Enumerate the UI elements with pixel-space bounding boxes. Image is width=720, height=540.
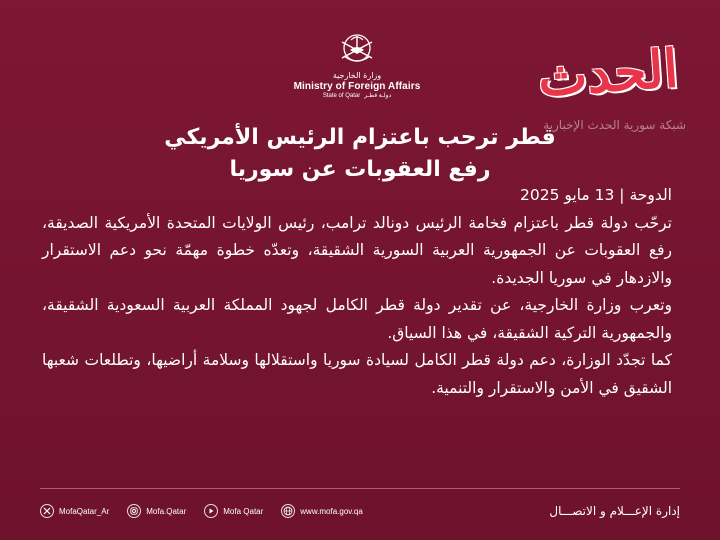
social-instagram-label: Mofa.Qatar — [146, 506, 187, 516]
paragraph-2: وتعرب وزارة الخارجية، عن تقدير دولة قطر الكامل لجهود المملكة العربية السعودية الشقيقة، والجمهورية التركية الشقيقة، في هذا السياق. — [42, 296, 672, 342]
social-instagram[interactable] — [127, 504, 186, 518]
title-line-2: رفع العقوبات عن سوريا — [229, 157, 491, 182]
title-line-1: قطر ترحب باعتزام الرئيس الأمريكي — [164, 125, 556, 150]
instagram-icon — [127, 504, 141, 518]
globe-icon — [281, 504, 295, 518]
ministry-name-arabic: وزارة الخارجية — [332, 71, 382, 80]
department-name: إدارة الإعـــلام و الاتصـــال — [549, 504, 680, 518]
social-links — [40, 504, 363, 518]
qatar-emblem-icon — [334, 30, 380, 70]
dateline: الدوحة | 13 مايو 2025 — [519, 186, 672, 204]
social-website[interactable] — [281, 504, 363, 518]
footer-divider — [40, 488, 680, 489]
youtube-icon — [204, 504, 218, 518]
social-x-label: MofaQatar_Ar — [59, 506, 110, 516]
social-youtube[interactable] — [204, 504, 263, 518]
state-name-arabic: دولـة قطـر — [364, 93, 392, 99]
statement-body — [42, 182, 672, 402]
state-line — [323, 92, 391, 100]
footer — [40, 500, 680, 522]
social-website-label: www.mofa.gov.qa — [300, 506, 363, 516]
alhadath-logo-text: الحدث — [535, 38, 680, 109]
paragraph-1: ترحّب دولة قطر باعتزام فخامة الرئيس دونالد ترامب، رئيس الولايات المتحدة الأمريكية الصديقة، رفع العقوبات عن الجمهورية العربية السورية الشقيقة، وتعدّه خطوة مهمّة نحو دعم الاستقرار والازدهار في سوريا الجديدة. — [42, 213, 672, 287]
social-x[interactable] — [40, 504, 109, 518]
ministry-name-english: Ministry of Foreign Affairs — [293, 81, 421, 92]
social-youtube-label: Mofa Qatar — [223, 506, 264, 516]
paragraph-3: كما تجدّد الوزارة، دعم دولة قطر الكامل لسيادة سوريا واستقلالها وسلامة أراضيها، وتطلعات شعبها الشقيق في الأمن والاستقرار والتنمية. — [42, 351, 672, 397]
alhadath-tagline: شبكة سورية الحدث الإخبارية — [543, 118, 686, 132]
state-name-english: State of Qatar — [322, 93, 361, 99]
ministry-logo — [282, 30, 432, 105]
statement-title — [60, 122, 660, 186]
x-icon — [40, 504, 54, 518]
